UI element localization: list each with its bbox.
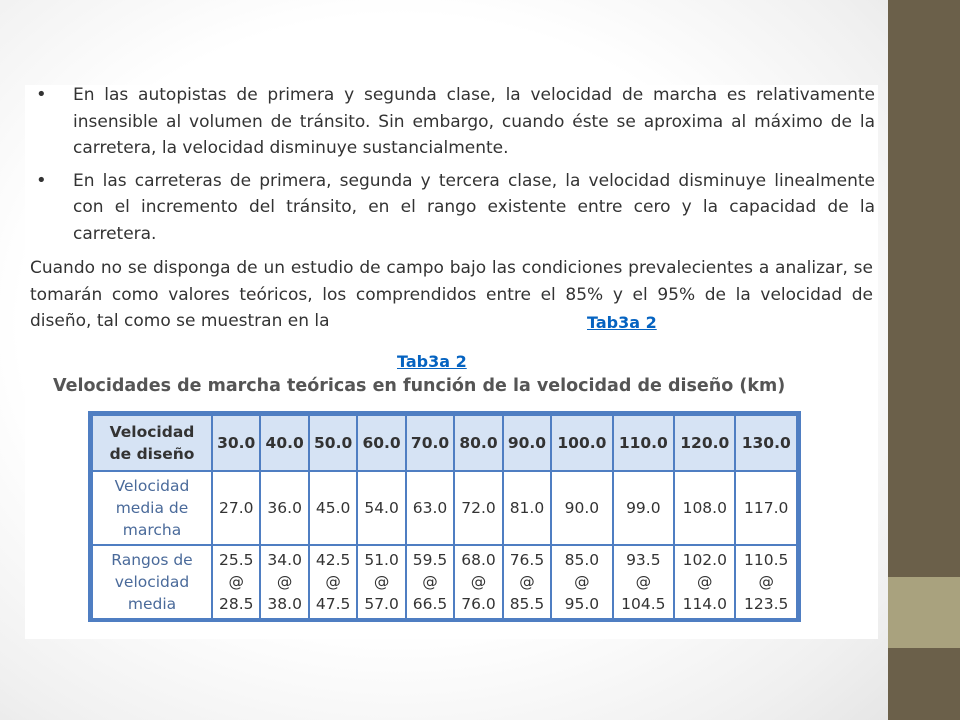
range-cell: 68.0 @ 76.0 [454, 545, 502, 619]
range-cell: 25.5 @ 28.5 [212, 545, 260, 619]
range-row [92, 545, 797, 619]
media-speed-cell: 27.0 [212, 471, 260, 545]
range-cell: 76.5 @ 85.5 [503, 545, 551, 619]
design-speed-cell: 50.0 [309, 415, 357, 471]
range-cell: 51.0 @ 57.0 [357, 545, 405, 619]
design-speed-cell: 90.0 [503, 415, 551, 471]
range-cell: 85.0 @ 95.0 [551, 545, 612, 619]
text-block [30, 82, 875, 335]
bullet-text: • En las carreteras de primera, segunda y tercera clase, la velocidad disminuye linealmente con el incremento del tránsito, en el rango existente entre cero y la capacidad de la carretera. [73, 170, 875, 244]
bullet-text: • En las autopistas de primera y segunda clase, la velocidad de marcha es relativamente insensible al volumen de tránsito. Sin embargo, cuando éste se aproxima al máximo de la carretera, la velocidad disminuye sustancialmente. [73, 85, 875, 158]
row-label-design: Velocidad de diseño [92, 415, 212, 471]
table-title: Velocidades de marcha teóricas en función de la velocidad de diseño (km) [53, 376, 786, 396]
media-speed-cell: 108.0 [674, 471, 735, 545]
design-speed-cell: 40.0 [260, 415, 308, 471]
design-speed-cell: 110.0 [613, 415, 674, 471]
design-speed-cell: 70.0 [406, 415, 454, 471]
side-accent-block [888, 577, 960, 648]
media-speed-cell: 99.0 [613, 471, 674, 545]
media-speed-cell: 36.0 [260, 471, 308, 545]
design-speed-cell: 80.0 [454, 415, 502, 471]
design-speed-cell: 120.0 [674, 415, 735, 471]
design-speed-cell: 100.0 [551, 415, 612, 471]
media-speed-cell: 45.0 [309, 471, 357, 545]
range-cell: 34.0 @ 38.0 [260, 545, 308, 619]
bullet-item [30, 82, 875, 162]
range-cell: 59.5 @ 66.5 [406, 545, 454, 619]
media-speed-cell: 63.0 [406, 471, 454, 545]
media-speed-row [92, 471, 797, 545]
media-speed-cell: 72.0 [454, 471, 502, 545]
table-link-inline[interactable]: Tab3a 2 [587, 313, 657, 332]
row-label-rangos: Rangos de velocidad media [92, 545, 212, 619]
speed-table [88, 411, 801, 622]
range-cell: 102.0 @ 114.0 [674, 545, 735, 619]
media-speed-cell: 81.0 [503, 471, 551, 545]
range-cell: 42.5 @ 47.5 [309, 545, 357, 619]
range-cell: 110.5 @ 123.5 [735, 545, 797, 619]
design-speed-cell: 60.0 [357, 415, 405, 471]
range-cell: 93.5 @ 104.5 [613, 545, 674, 619]
media-speed-cell: 90.0 [551, 471, 612, 545]
paragraph: Cuando no se disponga de un estudio de campo bajo las condiciones prevalecientes a analizar, se tomarán como valores teóricos, los comprendidos entre el 85% y el 95% de la velocidad de diseño, tal como se muestran en la [30, 258, 873, 331]
design-speed-cell: 30.0 [212, 415, 260, 471]
bullet-item [30, 168, 875, 248]
design-speed-cell: 130.0 [735, 415, 797, 471]
media-speed-cell: 117.0 [735, 471, 797, 545]
row-label-media: Velocidad media de marcha [92, 471, 212, 545]
table-link-caption[interactable]: Tab3a 2 [397, 352, 467, 371]
design-speed-row [92, 415, 797, 471]
media-speed-cell: 54.0 [357, 471, 405, 545]
